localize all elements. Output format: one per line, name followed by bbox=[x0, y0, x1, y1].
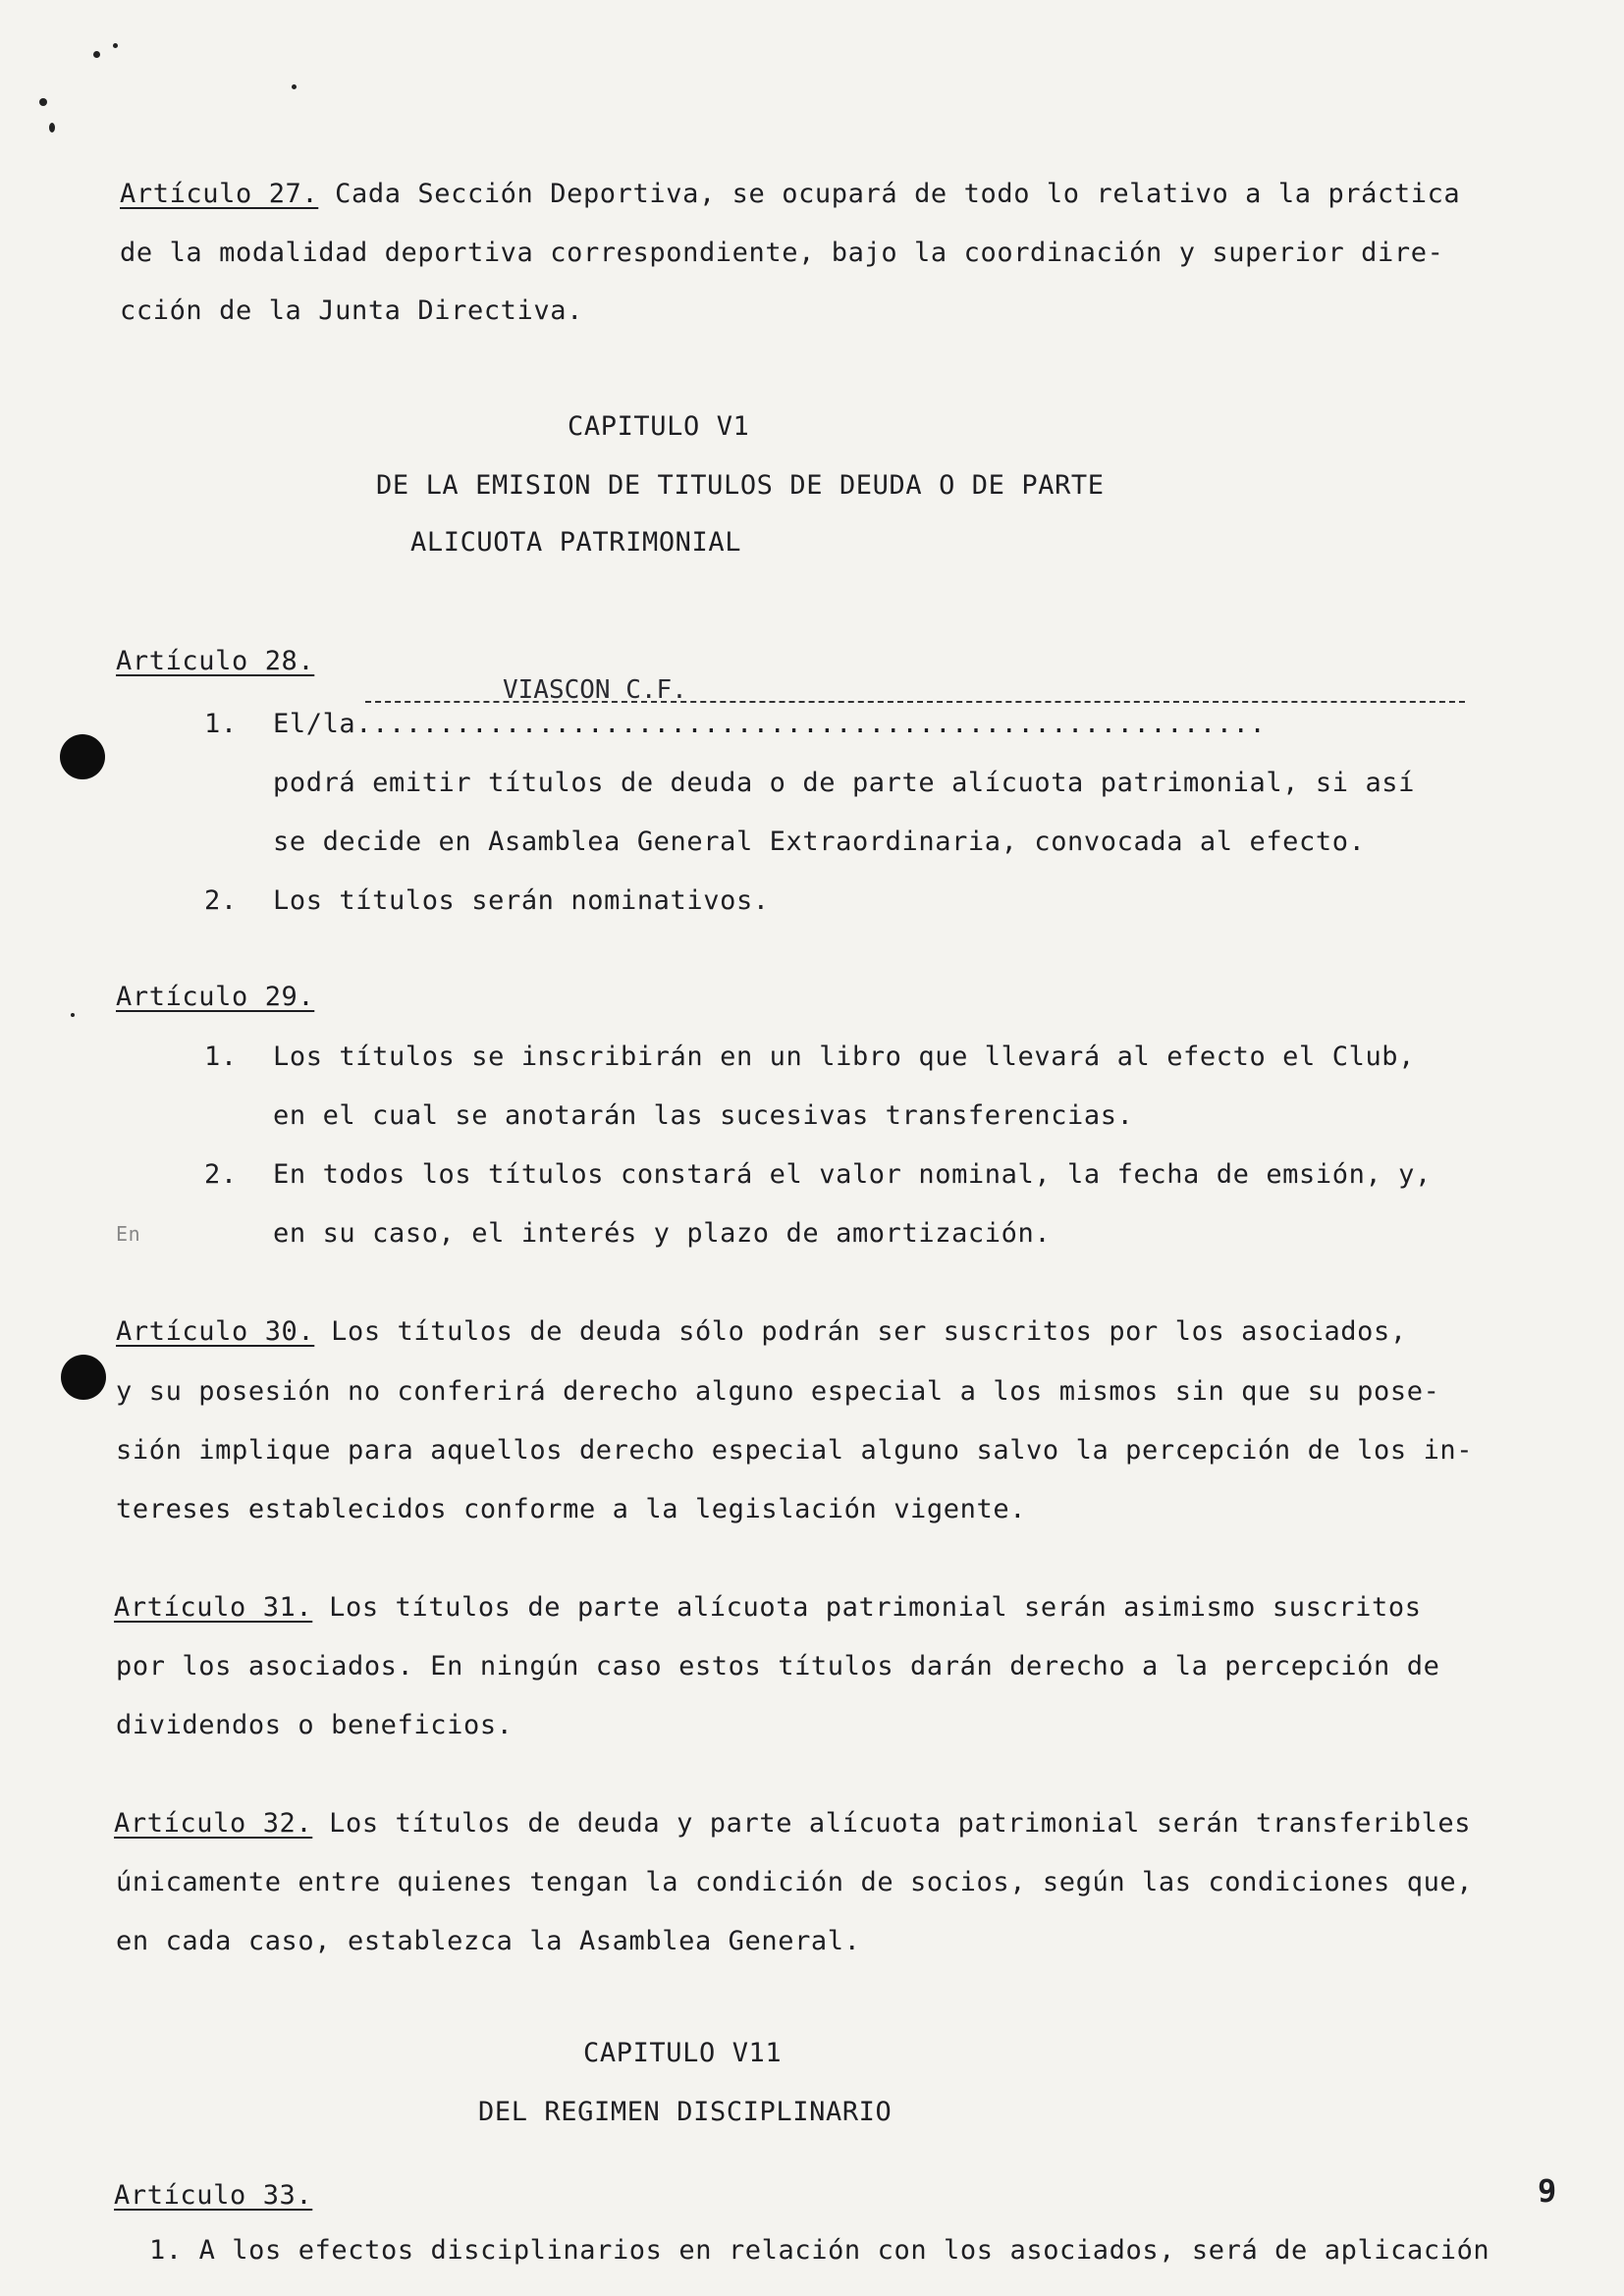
article-32-first-line bbox=[114, 1804, 1471, 1843]
article-33-heading-text: Artículo 33. bbox=[114, 2180, 313, 2211]
chapter-7-title: CAPITULO V11 bbox=[583, 2038, 783, 2068]
chapter-6-title: CAPITULO V1 bbox=[568, 411, 750, 442]
article-32-line-3: en cada caso, establezca la Asamblea General. bbox=[116, 1926, 861, 1956]
article-29-item-2-line-1: En todos los títulos constará el valor nominal, la fecha de emsión, y, bbox=[273, 1159, 1432, 1190]
chapter-6-subtitle-1: DE LA EMISION DE TITULOS DE DEUDA O DE PARTE bbox=[376, 470, 1105, 501]
article-30-line-2: y su posesión no conferirá derecho alguno especial a los mismos sin que su pose- bbox=[116, 1376, 1440, 1407]
article-28-heading-text: Artículo 28. bbox=[116, 646, 315, 676]
chapter-6-subtitle-2: ALICUOTA PATRIMONIAL bbox=[410, 527, 742, 558]
article-27-line-2: de la modalidad deportiva correspondiente, bajo la coordinación y superior dire- bbox=[120, 238, 1444, 268]
article-29-item-1-number: 1. bbox=[204, 1041, 238, 1072]
scan-speck bbox=[93, 51, 100, 58]
article-27-line-3: cción de la Junta Directiva. bbox=[120, 295, 583, 326]
article-29-item-1-line-2: en el cual se anotarán las sucesivas transferencias. bbox=[273, 1100, 1134, 1131]
article-32-line-1: Los títulos de deuda y parte alícuota patrimonial serán transferibles bbox=[329, 1808, 1472, 1839]
article-28-heading bbox=[116, 642, 314, 681]
article-32-heading: Artículo 32. bbox=[114, 1808, 313, 1839]
scan-speck bbox=[113, 43, 118, 48]
article-33-heading bbox=[114, 2176, 312, 2216]
chapter-7-subtitle: DEL REGIMEN DISCIPLINARIO bbox=[478, 2097, 893, 2127]
article-27-first-line bbox=[120, 175, 1460, 214]
article-28-item-1-line-2: podrá emitir títulos de deuda o de parte alícuota patrimonial, si así bbox=[273, 768, 1416, 798]
page-number: 9 bbox=[1538, 2172, 1557, 2210]
article-30-line-1: Los títulos de deuda sólo podrán ser suscritos por los asociados, bbox=[331, 1316, 1407, 1347]
article-30-line-3: sión implique para aquellos derecho especial alguno salvo la percepción de los in- bbox=[116, 1435, 1474, 1466]
article-30-line-4: tereses establecidos conforme a la legislación vigente. bbox=[116, 1494, 1027, 1524]
article-31-line-1: Los títulos de parte alícuota patrimonial serán asimismo suscritos bbox=[329, 1592, 1422, 1623]
article-31-line-3: dividendos o beneficios. bbox=[116, 1710, 514, 1740]
article-28-item-1-number: 1. bbox=[204, 709, 238, 739]
article-29-item-2-number: 2. bbox=[204, 1159, 238, 1190]
scan-speck bbox=[71, 1013, 75, 1017]
article-30-heading: Artículo 30. bbox=[116, 1316, 315, 1347]
hole-punch-mark bbox=[60, 734, 105, 779]
article-31-line-2: por los asociados. En ningún caso estos títulos darán derecho a la percepción de bbox=[116, 1651, 1440, 1682]
article-28-item-2-number: 2. bbox=[204, 885, 238, 916]
article-31-heading: Artículo 31. bbox=[114, 1592, 313, 1623]
fill-in-dotted-blank: ....................................................... bbox=[355, 709, 1267, 739]
article-28-item-1-prefix: El/la bbox=[273, 709, 356, 739]
article-27-heading: Artículo 27. bbox=[120, 179, 319, 209]
margin-mark: En bbox=[116, 1222, 141, 1246]
article-29-heading-text: Artículo 29. bbox=[116, 982, 315, 1012]
article-28-item-1-line-1 bbox=[273, 705, 1471, 744]
filled-club-name: VIASCON C.F. bbox=[503, 675, 687, 705]
article-28-item-1-line-3: se decide en Asamblea General Extraordinaria, convocada al efecto. bbox=[273, 827, 1366, 857]
article-30-first-line bbox=[116, 1312, 1407, 1352]
scan-speck bbox=[292, 84, 297, 89]
article-29-heading bbox=[116, 978, 314, 1017]
article-27-line-1: Cada Sección Deportiva, se ocupará de todo lo relativo a la práctica bbox=[335, 179, 1461, 209]
article-28-item-2-line-1: Los títulos serán nominativos. bbox=[273, 885, 770, 916]
article-33-item-1-line-1: 1. A los efectos disciplinarios en relación con los asociados, será de aplicación bbox=[149, 2235, 1490, 2266]
article-32-line-2: únicamente entre quienes tengan la condición de socios, según las condiciones que, bbox=[116, 1867, 1474, 1897]
hole-punch-mark bbox=[61, 1355, 106, 1400]
article-29-item-2-line-2: en su caso, el interés y plazo de amortización. bbox=[273, 1218, 1052, 1249]
scan-speck bbox=[39, 98, 47, 106]
scan-speck bbox=[49, 123, 55, 133]
article-29-item-1-line-1: Los títulos se inscribirán en un libro que llevará al efecto el Club, bbox=[273, 1041, 1416, 1072]
article-31-first-line bbox=[114, 1588, 1422, 1628]
